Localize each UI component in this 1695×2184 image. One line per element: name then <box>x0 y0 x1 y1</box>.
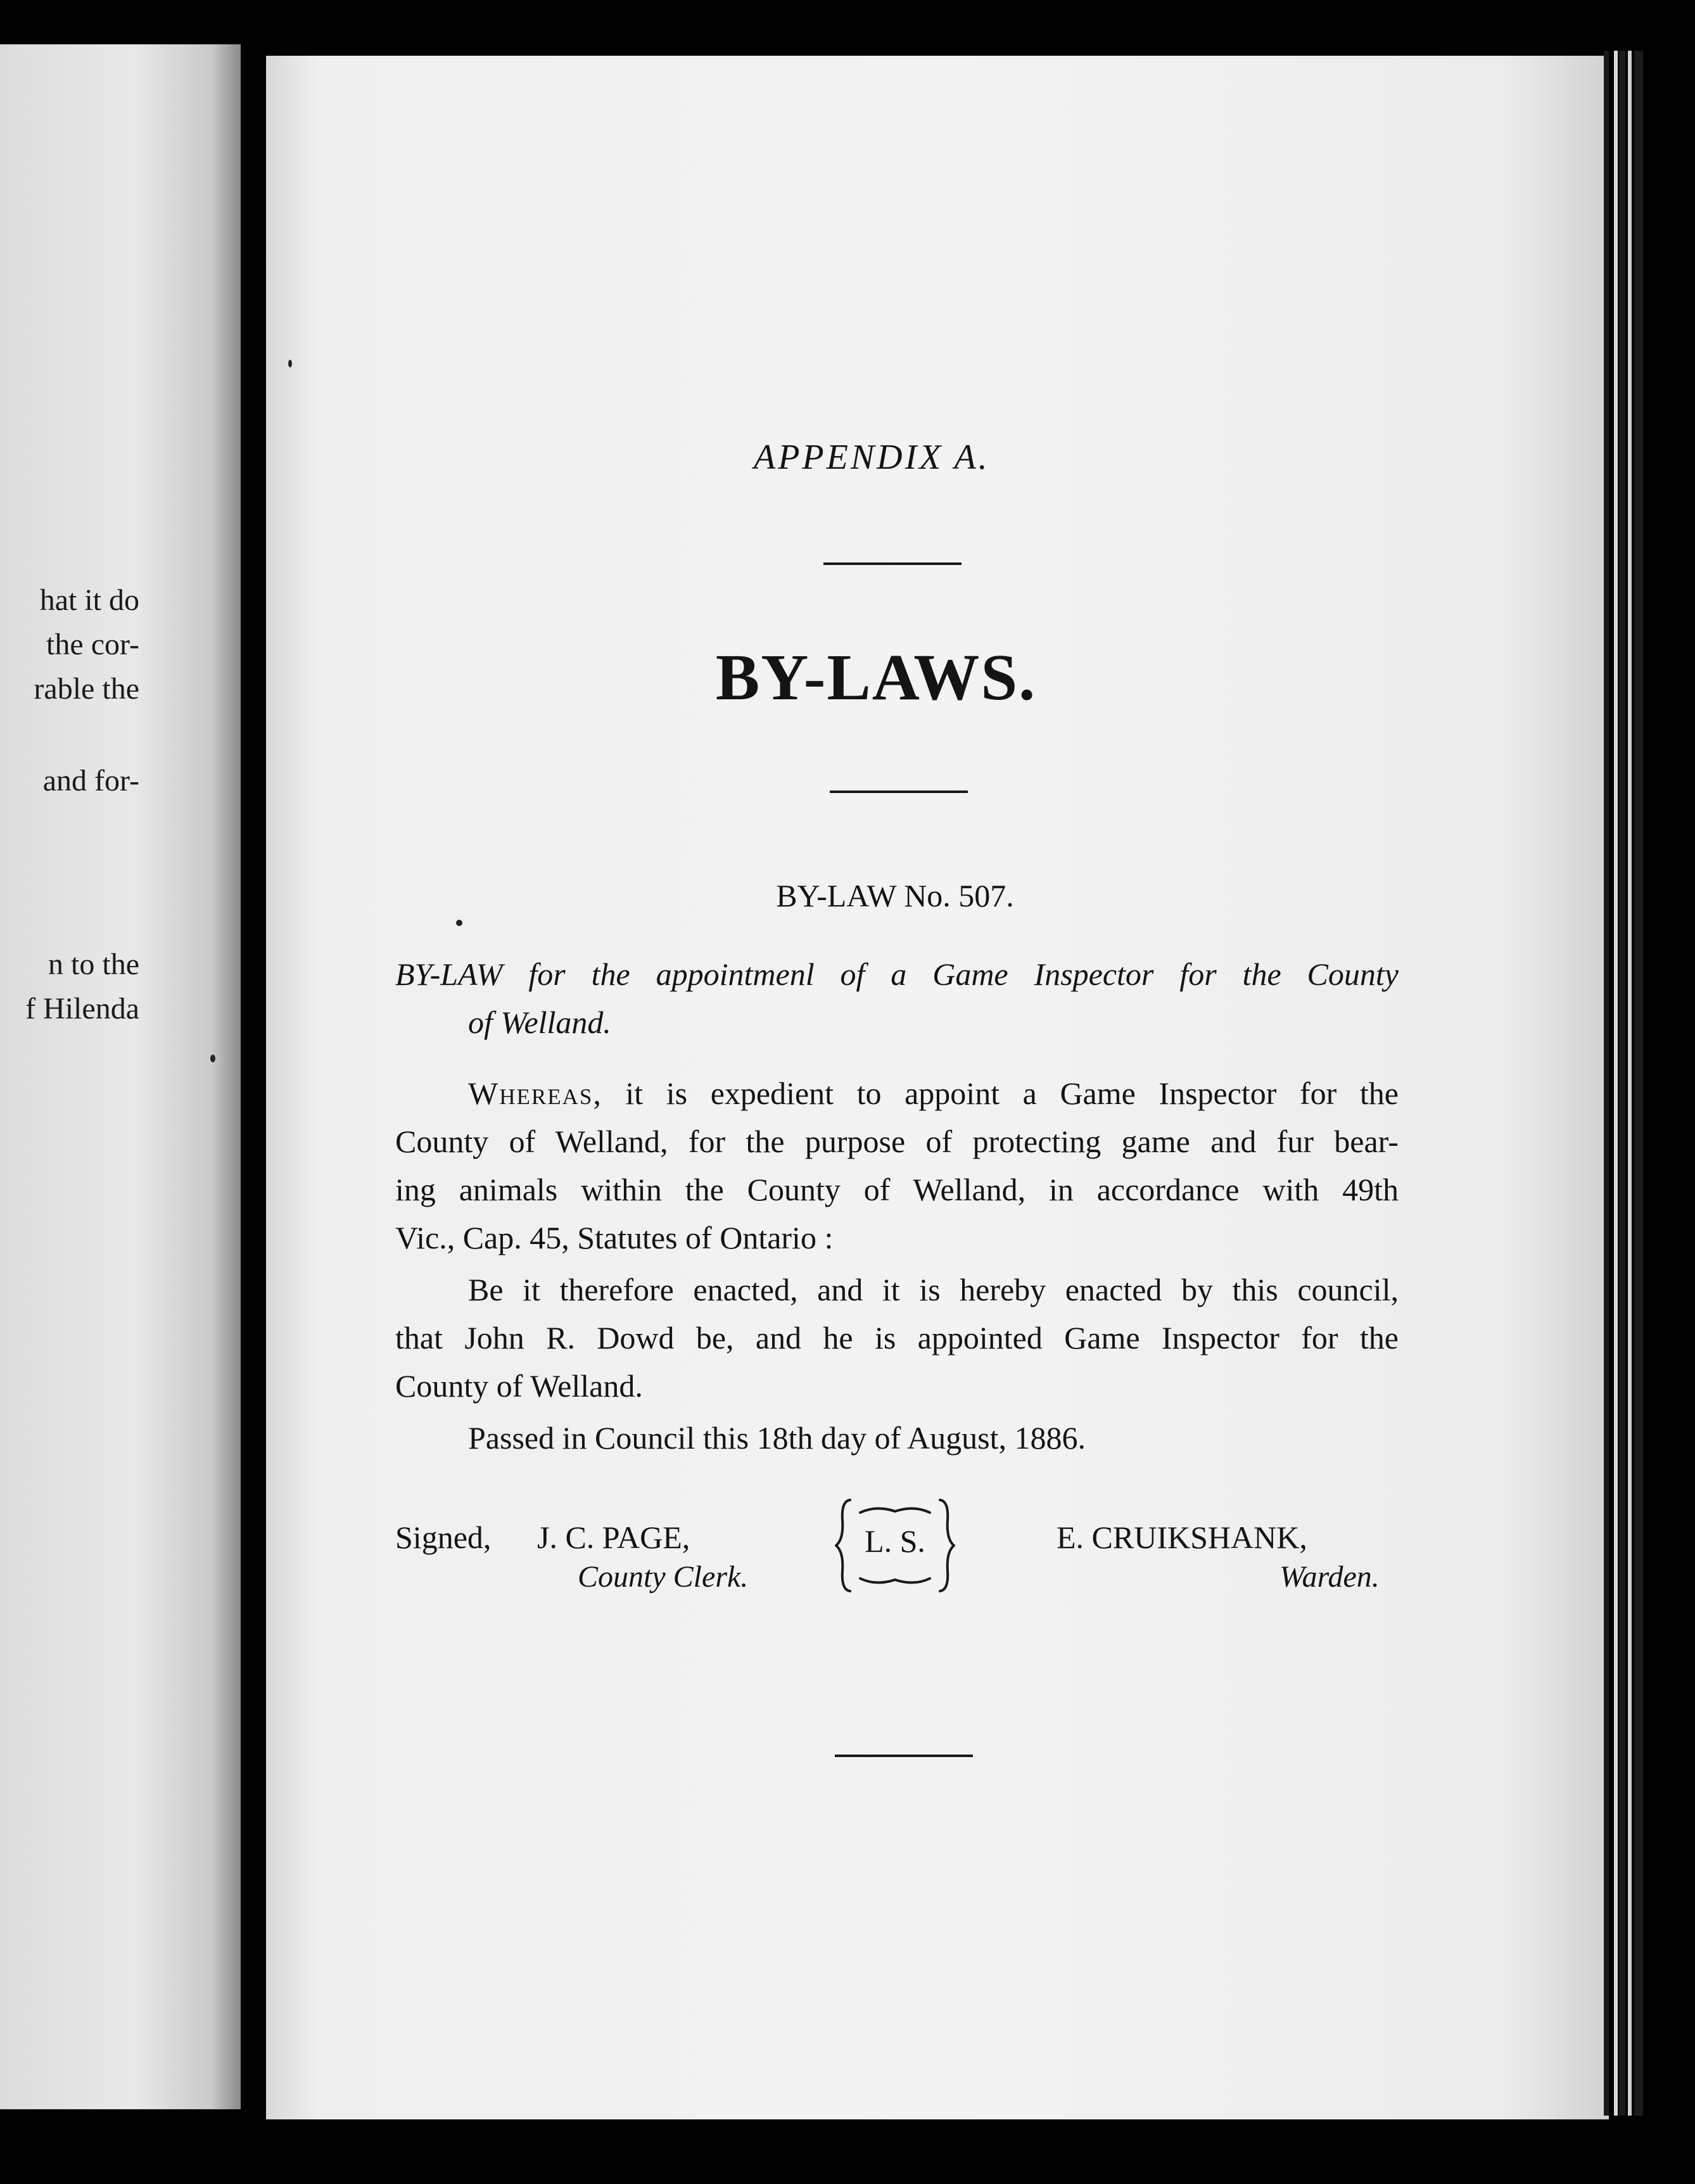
seal-text: L. S. <box>865 1523 925 1559</box>
paragraph-line: County of Welland. <box>395 1368 643 1404</box>
bylaw-heading <box>395 950 1399 1046</box>
facing-page-line: f Hilenda <box>25 992 139 1025</box>
page-edge-line <box>1628 51 1632 2116</box>
facing-page-line: n to the <box>48 948 139 981</box>
facing-page-fragment <box>0 44 241 2109</box>
bylaw-heading-line: of Welland. <box>468 1005 611 1040</box>
paragraph-line: County of Welland, for the purpose of protecting game and fur bear- <box>395 1124 1399 1159</box>
paragraph-line-text: it is expedient to appoint a Game Inspector for the <box>602 1076 1399 1111</box>
paragraph-line: that John R. Dowd be, and he is appointed Game Inspector for the <box>395 1320 1399 1355</box>
divider-rule <box>830 790 968 793</box>
divider-rule <box>823 562 962 565</box>
page-title: BY-LAWS. <box>715 641 1037 714</box>
scan-speck <box>456 920 462 926</box>
clerk-name: J. C. PAGE, <box>537 1520 690 1555</box>
bylaw-number: BY-LAW No. 507. <box>776 878 1014 913</box>
page-edge-line <box>1634 51 1643 2116</box>
warden-title: Warden. <box>1279 1560 1380 1594</box>
bylaw-heading-line: BY-LAW for the appointmenl of a Game Inspector for the County <box>395 956 1399 992</box>
paragraph-line <box>395 1069 1399 1117</box>
facing-page-line: rable the <box>34 672 139 706</box>
warden-name: E. CRUIKSHANK, <box>1057 1520 1307 1555</box>
clerk-title: County Clerk. <box>578 1560 749 1594</box>
paragraph-line: Be it therefore enacted, and it is hereby enacted by this council, <box>468 1272 1399 1307</box>
facing-page-line: and for- <box>42 764 139 797</box>
scan-speck <box>210 1055 215 1062</box>
passed-paragraph <box>395 1414 1399 1462</box>
paragraph-line: Vic., Cap. 45, Statutes of Ontario : <box>395 1220 834 1255</box>
paragraph-line: Passed in Council this 18th day of August, 1886. <box>468 1420 1086 1456</box>
signed-label: Signed, <box>395 1520 492 1555</box>
facing-page-line: hat it do <box>39 583 139 617</box>
facing-page-line: the cor- <box>46 628 139 661</box>
appendix-heading: APPENDIX A. <box>754 438 990 477</box>
paragraph-line: ing animals within the County of Welland, in accordance with 49th <box>395 1172 1399 1207</box>
whereas-paragraph <box>395 1069 1399 1262</box>
page-edge-line <box>1619 51 1625 2116</box>
page-edge-line <box>1614 51 1618 2116</box>
scan-speck <box>288 360 292 367</box>
seal-mark <box>835 1495 955 1596</box>
enacted-paragraph <box>395 1266 1399 1410</box>
page-edge-line <box>1604 51 1609 2116</box>
whereas-lead: Whereas, <box>468 1076 602 1111</box>
divider-rule <box>835 1755 973 1757</box>
